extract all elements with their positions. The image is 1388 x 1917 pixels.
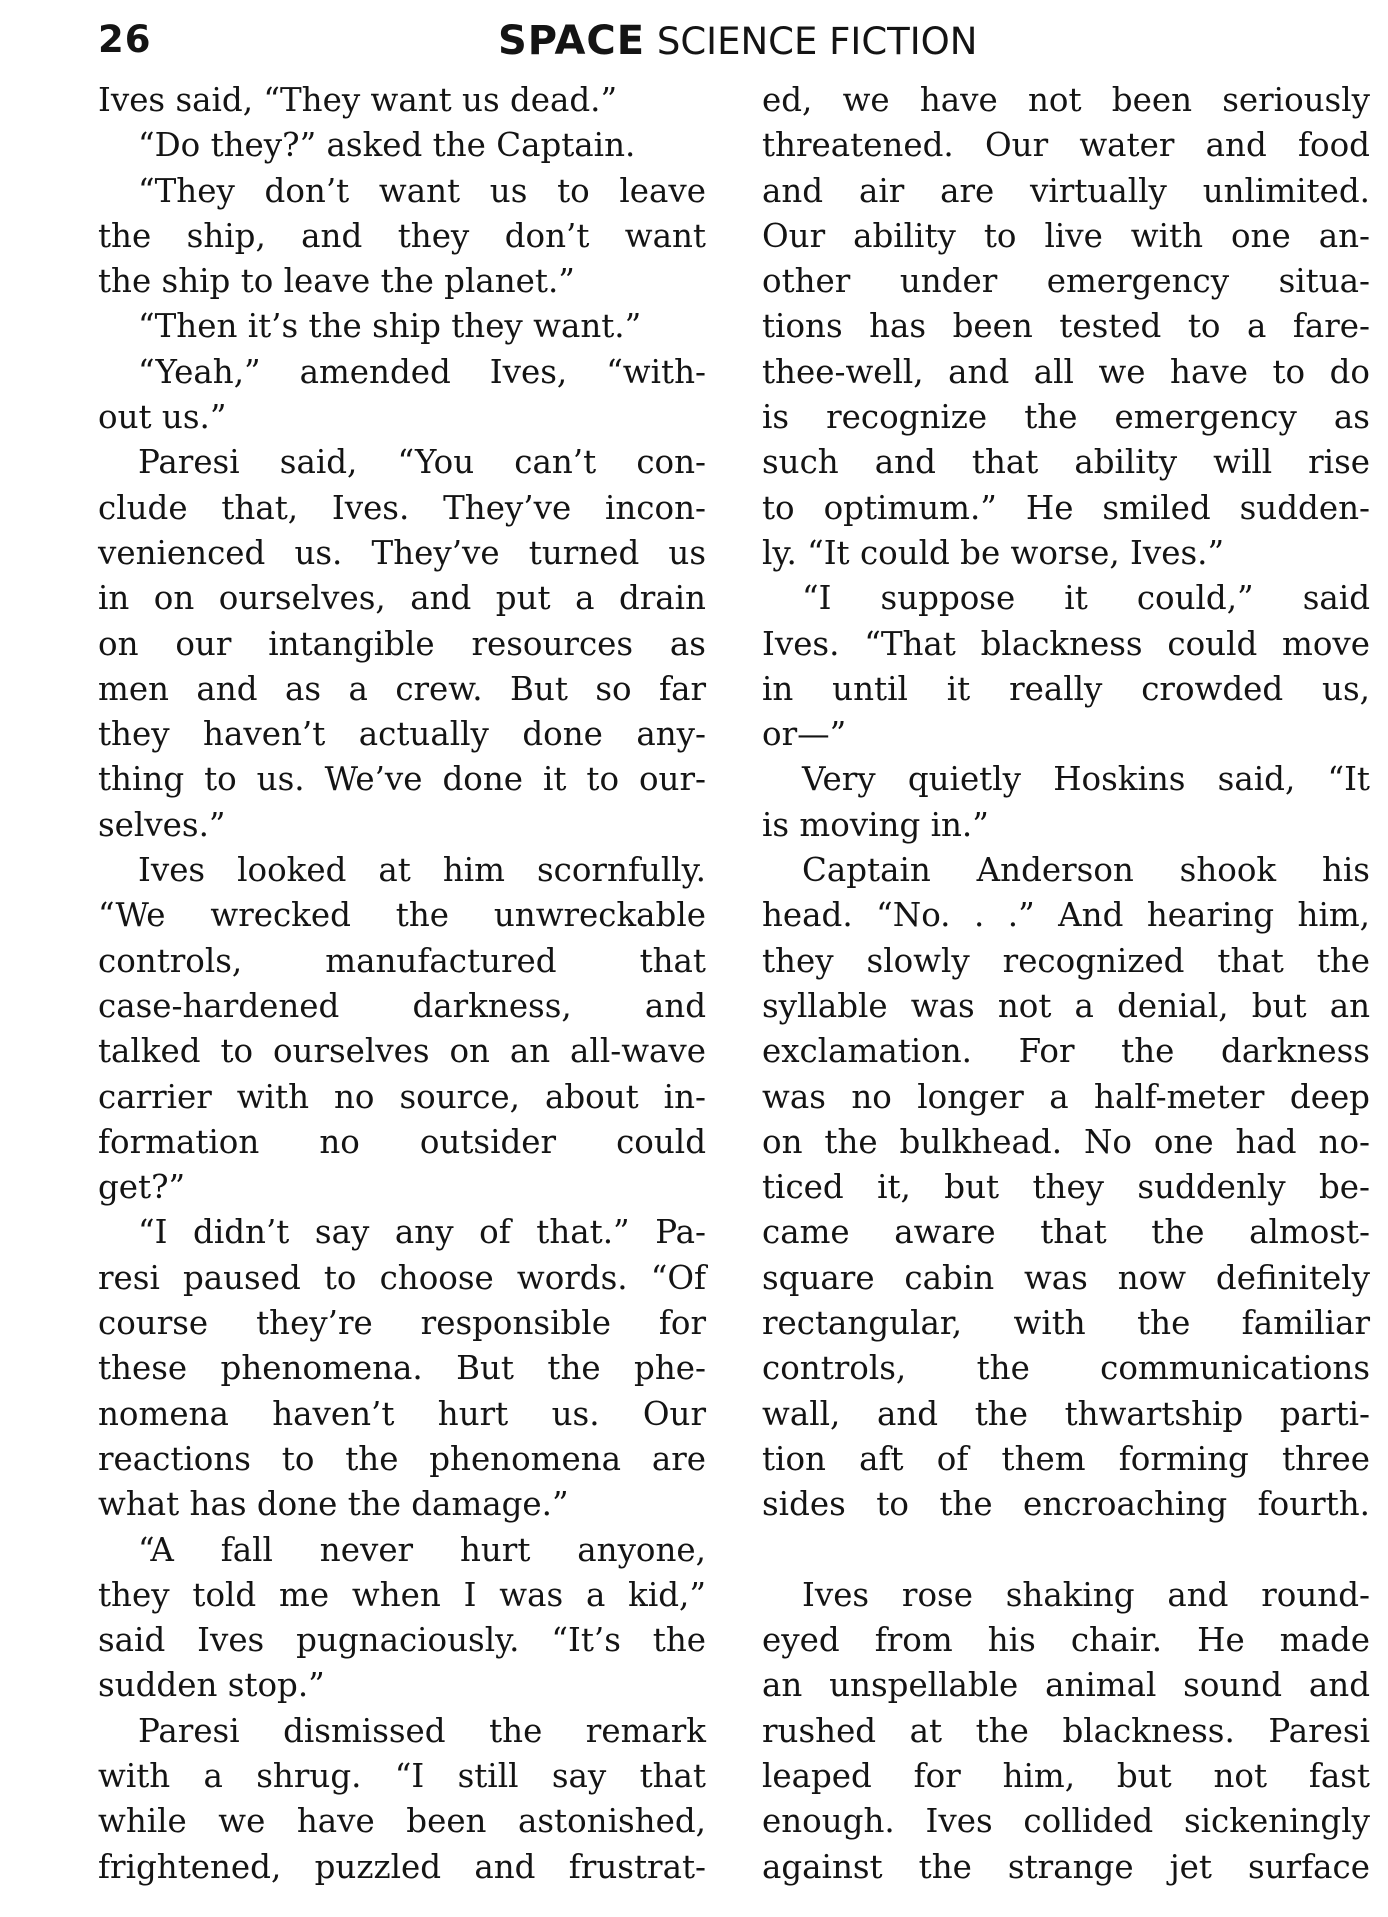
right-column-line: other under emergency situa- [762,262,1370,301]
page-number: 26 [98,18,152,61]
right-column-line: on the bulkhead. No one had no- [762,1122,1370,1161]
right-column-line: an unspellable animal sound and [762,1666,1370,1705]
left-column-line: “Yeah,” amended Ives, “with- [138,352,706,391]
left-column-line: get?” [98,1168,186,1207]
left-column-line: case-hardened darkness, and [98,986,706,1025]
right-column-line: they slowly recognized that the [762,941,1370,980]
left-column-line: what has done the damage.” [98,1485,569,1524]
right-column-line: ly. “It could be worse, Ives.” [762,533,1225,572]
left-column [98,78,706,1890]
left-column-line: “A fall never hurt anyone, [138,1530,706,1569]
right-column-line: Ives rose shaking and round- [802,1575,1370,1614]
right-column-line: head. “No. . .” And hearing him, [762,896,1370,935]
right-column-line: Very quietly Hoskins said, “It [802,760,1370,799]
left-column-line: they told me when I was a kid,” [98,1575,706,1614]
left-column-line: in on ourselves, and put a drain [98,579,706,618]
left-column-line: Paresi said, “You can’t con- [138,443,706,482]
left-column-line: “We wrecked the unwreckable [98,896,706,935]
right-column-line: ticed it, but they suddenly be- [762,1168,1370,1207]
left-column-line: venienced us. They’ve turned us [98,533,706,572]
running-head [498,18,977,64]
left-column-line: “I didn’t say any of that.” Pa- [138,1213,706,1252]
left-column-line: formation no outsider could [98,1122,706,1161]
magazine-title-bold: SPACE [498,18,646,64]
left-column-line: talked to ourselves on an all-wave [98,1032,706,1071]
right-column-line: against the strange jet surface [762,1847,1370,1886]
right-column-line: such and that ability will rise [762,443,1370,482]
right-column-line: rushed at the blackness. Paresi [762,1711,1370,1750]
left-column-line: the ship, and they don’t want [98,216,706,255]
right-column-line: was no longer a half-meter deep [762,1077,1370,1116]
right-column-line: came aware that the almost- [762,1213,1370,1252]
left-column-line: nomena haven’t hurt us. Our [98,1394,706,1433]
right-column-line: leaped for him, but not fast [762,1756,1370,1795]
right-column-line: is recognize the emergency as [762,398,1370,437]
left-column-line: Ives said, “They want us dead.” [98,81,618,119]
right-column-line: and air are virtually unlimited. [762,171,1370,210]
left-column-line: selves.” [98,805,226,844]
left-column-line: while we have been astonished, [98,1802,706,1841]
left-column-line: they haven’t actually done any- [98,715,706,754]
left-column-line: resi paused to choose words. “Of [98,1258,706,1297]
left-column-line: said Ives pugnaciously. “It’s the [98,1621,706,1660]
right-column-line: syllable was not a denial, but an [762,986,1370,1025]
right-column-line: threatened. Our water and food [762,126,1370,165]
right-column-line: Captain Anderson shook his [802,851,1370,890]
left-column-line: reactions to the phenomena are [98,1439,706,1478]
left-column-line: frightened, puzzled and frustrat- [98,1847,706,1886]
right-column-line: enough. Ives collided sickeningly [762,1802,1370,1841]
right-column-line: Ives. “That blackness could move [762,624,1370,663]
page-header [98,14,1368,74]
right-column-line: sides to the encroaching fourth. [762,1485,1370,1524]
right-column-line: Our ability to live with one an- [762,216,1370,255]
left-column-line: out us.” [98,398,227,437]
right-column-line: rectangular, with the familiar [762,1304,1370,1343]
right-column-line: eyed from his chair. He made [762,1621,1370,1660]
left-column-line: “Then it’s the ship they want.” [138,307,642,346]
left-column-line: thing to us. We’ve done it to our- [98,760,706,799]
right-column-line: tions has been tested to a fare- [762,307,1370,346]
left-column-line: Ives looked at him scornfully. [138,851,706,890]
right-column-line: ed, we have not been seriously [762,81,1370,119]
right-column-line: thee-well, and all we have to do [762,352,1370,391]
left-column-line: men and as a crew. But so far [98,669,706,708]
right-column [762,78,1370,1890]
right-column-line: wall, and the thwartship parti- [762,1394,1370,1433]
right-column-line: or—” [762,715,847,754]
right-column-line: is moving in.” [762,805,989,844]
right-column-line: to optimum.” He smiled sudden- [762,488,1370,527]
left-column-line: clude that, Ives. They’ve incon- [98,488,706,527]
left-column-line: with a shrug. “I still say that [98,1756,706,1795]
magazine-title-rest: SCIENCE FICTION [656,20,978,63]
left-column-line: sudden stop.” [98,1666,325,1705]
right-column-line: square cabin was now definitely [762,1258,1370,1297]
left-column-line: these phenomena. But the phe- [98,1349,706,1388]
left-column-line: course they’re responsible for [98,1304,706,1343]
left-column-line: carrier with no source, about in- [98,1077,706,1116]
right-column-line: tion aft of them forming three [762,1439,1370,1478]
right-column-line: in until it really crowded us, [762,669,1370,708]
left-column-line: “They don’t want us to leave [138,171,706,210]
left-column-line: “Do they?” asked the Captain. [138,126,636,165]
left-column-line: on our intangible resources as [98,624,706,663]
left-column-line: controls, manufactured that [98,941,706,980]
right-column-line: “I suppose it could,” said [802,579,1370,618]
left-column-line: Paresi dismissed the remark [138,1711,706,1750]
left-column-line: the ship to leave the planet.” [98,262,575,301]
right-column-line: controls, the communications [762,1349,1370,1388]
right-column-line [762,1528,1370,1573]
right-column-line: exclamation. For the darkness [762,1032,1370,1071]
